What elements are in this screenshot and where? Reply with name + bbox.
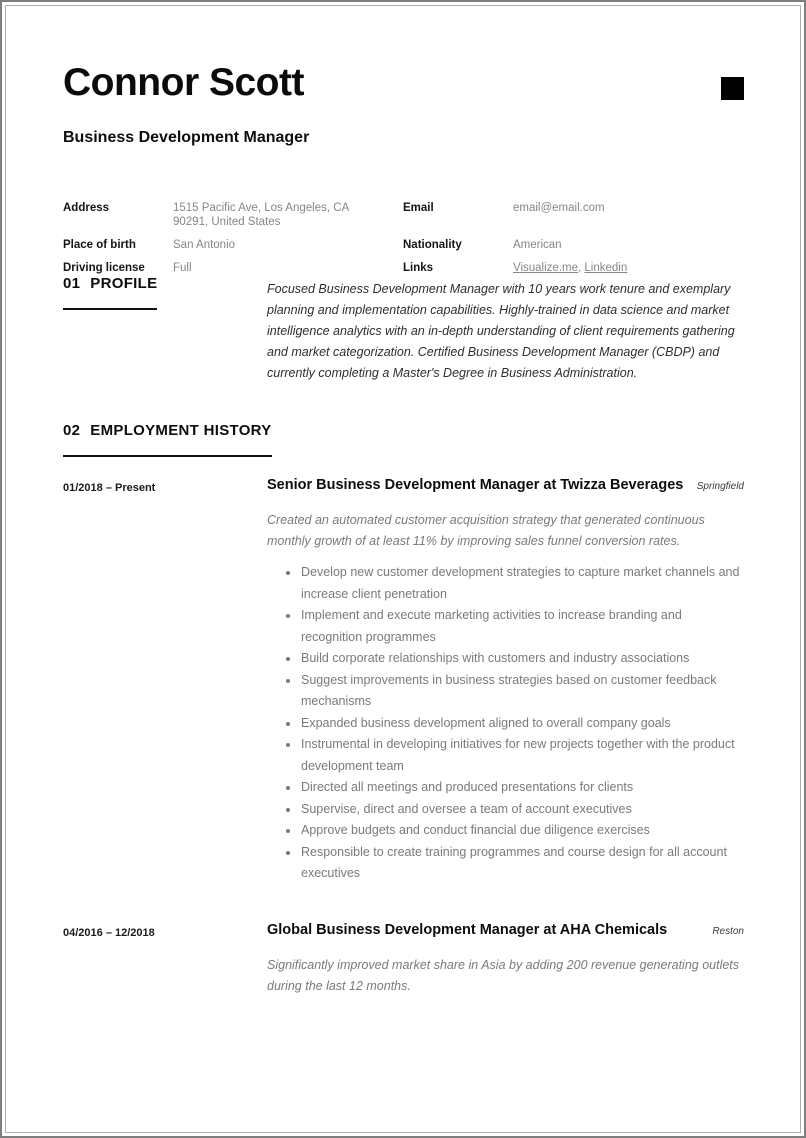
profile-section-title: PROFILE: [90, 275, 158, 292]
links-value: [513, 261, 744, 275]
links-separator: ,: [578, 262, 585, 274]
job-bullet-item: • Supervise, direct and oversee a team of account executives: [300, 799, 744, 821]
job-bullet-item: • Instrumental in developing initiatives for new projects together with the product development team: [300, 734, 744, 777]
nationality-label: Nationality: [403, 239, 462, 251]
visualize-me-link[interactable]: Visualize.me: [513, 262, 578, 274]
job-summary: Significantly improved market share in Asia by adding 200 revenue generating outlets during the last 12 months.: [267, 957, 740, 993]
place-of-birth-label: Place of birth: [63, 239, 136, 251]
job-title: Senior Business Development Manager at Twizza Beverages: [267, 477, 684, 493]
job-dates: 04/2016 – 12/2018: [63, 926, 155, 939]
employment-section-title: EMPLOYMENT HISTORY: [90, 422, 272, 439]
links-label: Links: [403, 262, 434, 274]
address-value: 1515 Pacific Ave, Los Angeles, CA 90291, United States: [173, 202, 349, 228]
employment-section: [63, 422, 744, 1007]
profile-section-heading: [63, 275, 157, 310]
employment-entry: [63, 476, 744, 885]
job-summary: Created an automated customer acquisition strategy that generated continuous monthly growth of at least 11% by improving sales funnel conversion rates.: [267, 513, 705, 548]
address-label: Address: [63, 202, 110, 214]
resume-header: [63, 62, 744, 147]
job-bullet-item: • Responsible to create training programmes and course design for all account executives: [300, 842, 744, 885]
job-bullet-item: • Implement and execute marketing activities to increase branding and recognition programmes: [300, 605, 744, 648]
email-label: Email: [403, 202, 434, 214]
employment-section-number: 02: [63, 422, 81, 439]
employment-section-heading: [63, 422, 272, 457]
job-bullet-list: [267, 562, 744, 885]
profile-summary-text: Focused Business Development Manager with 10 years work tenure and exemplary planning and implementation capabilities. Highly-trained in data science and market intelligence analytics with an in-depth understanding of client requirements gathering and market categorization. Certified Business Development Manager (CBDP) and currently completing a Master's Degree in Business Administration.: [267, 282, 735, 380]
contact-details: [63, 201, 744, 275]
job-location: Springfield: [696, 481, 744, 492]
place-of-birth-value: San Antonio: [173, 239, 236, 251]
job-location: Reston: [712, 925, 744, 937]
job-dates: 01/2018 – Present: [63, 482, 156, 494]
job-title: Global Business Development Manager at AHA Chemicals: [267, 921, 668, 938]
candidate-name: Connor Scott: [63, 61, 304, 104]
job-bullet-item: • Suggest improvements in business strategies based on customer feedback mechanisms: [300, 670, 744, 713]
profile-section: [63, 275, 744, 384]
linkedin-link[interactable]: Linkedin: [584, 262, 628, 274]
job-bullet-item: • Expanded business development aligned to overall company goals: [300, 713, 744, 735]
job-bullet-item: • Approve budgets and conduct financial due diligence exercises: [300, 820, 744, 842]
email-value: email@email.com: [513, 202, 605, 214]
driving-license-value: Full: [173, 262, 192, 274]
driving-license-label: Driving license: [63, 262, 145, 274]
job-bullet-item: • Develop new customer development strategies to capture market channels and increase client penetration: [300, 562, 744, 605]
candidate-job-title: Business Development Manager: [63, 129, 310, 146]
job-bullet-item: • Build corporate relationships with customers and industry associations: [300, 648, 744, 670]
nationality-value: American: [513, 239, 562, 251]
job-bullet-item: • Directed all meetings and produced presentations for clients: [300, 777, 744, 799]
resume-page: [5, 5, 801, 1133]
employment-entry: [63, 921, 744, 1007]
black-square-mark-icon: [721, 77, 744, 100]
profile-section-number: 01: [63, 275, 81, 292]
